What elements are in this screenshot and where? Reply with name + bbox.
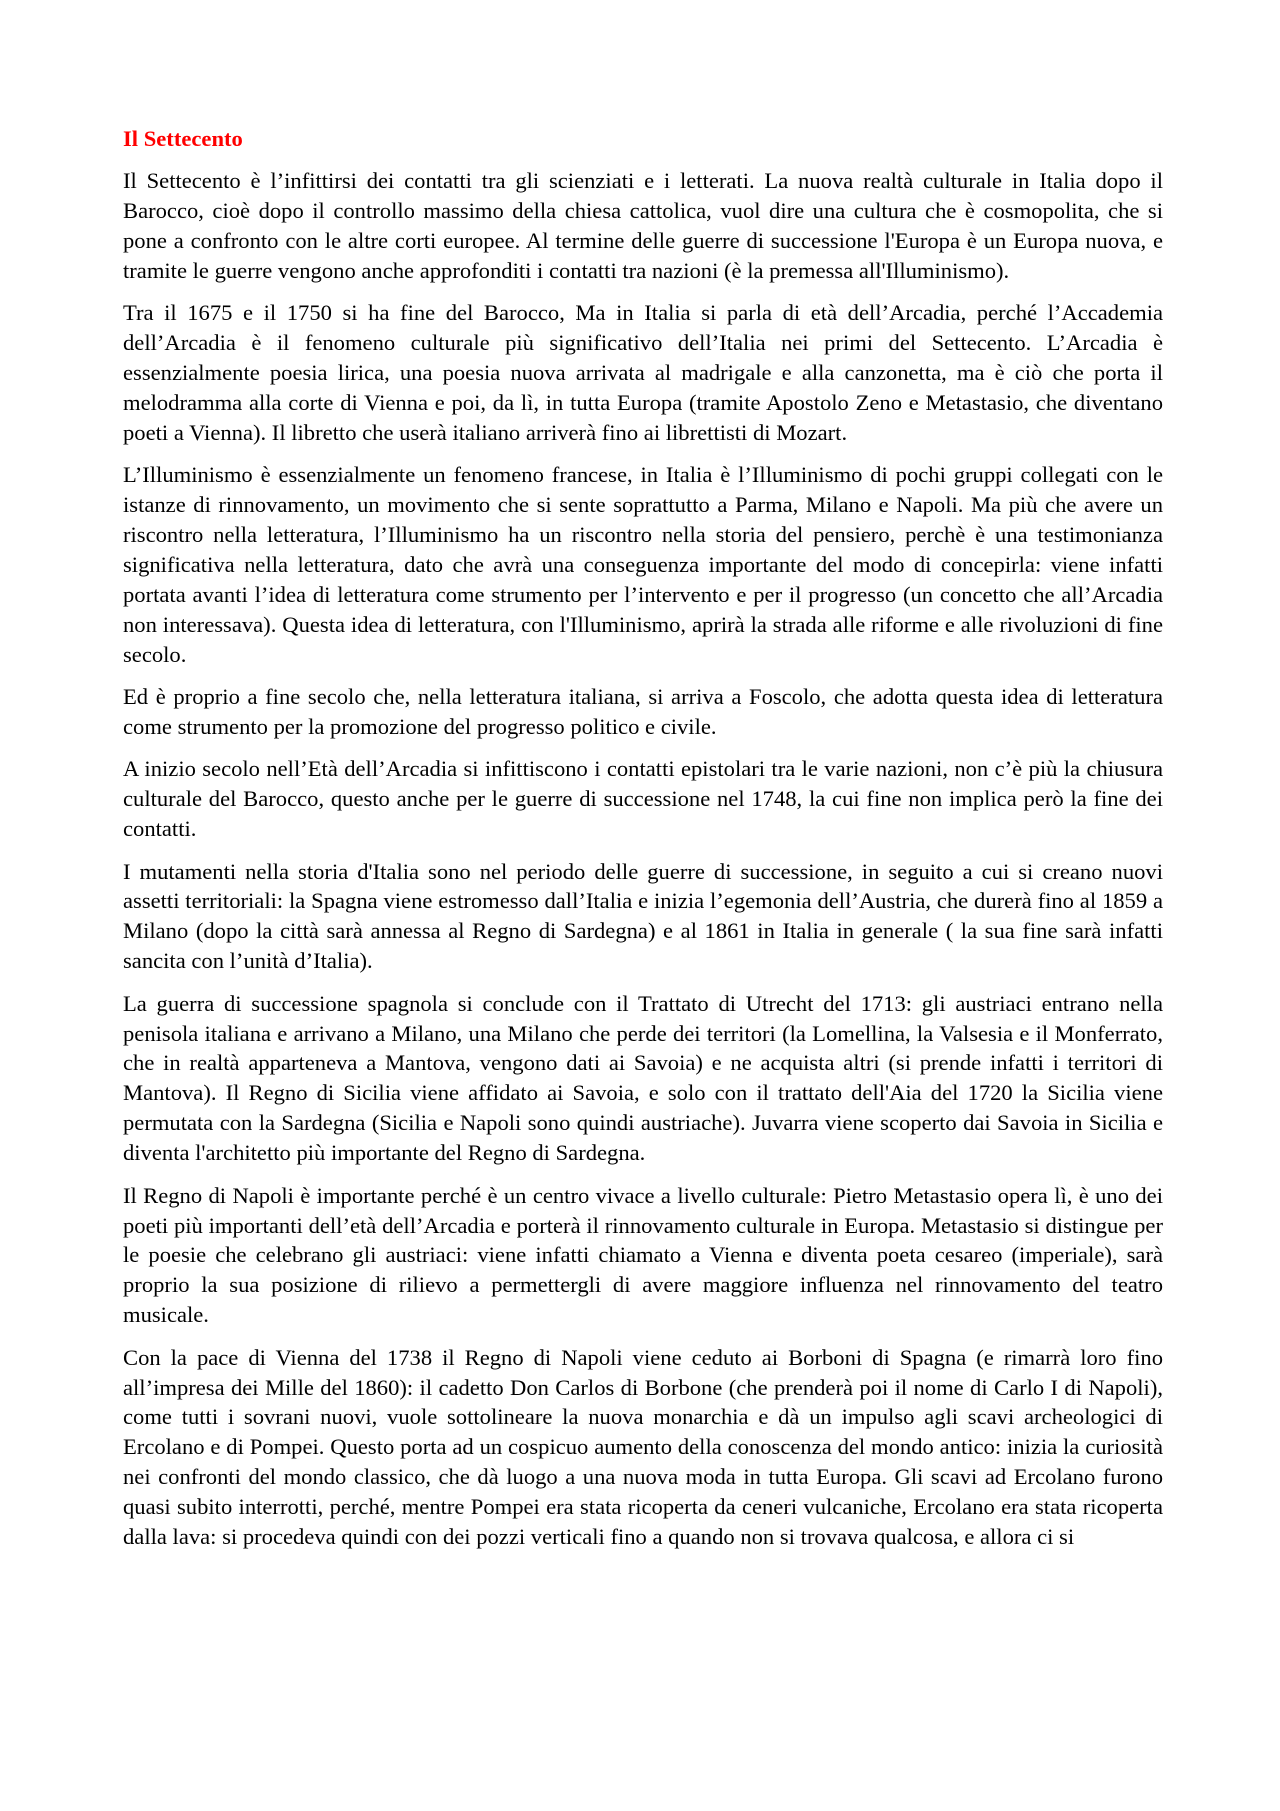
paragraph-5: A inizio secolo nell’Età dell’Arcadia si infittiscono i contatti epistolari tra le varie nazioni, non c’è più la chiusura culturale del Barocco, questo anche per le guerre di successione nel 1748, la cui fine non implica però la fine dei contatti. (123, 756, 1163, 842)
paragraph-6: I mutamenti nella storia d'Italia sono nel periodo delle guerre di successione, in seguito a cui si creano nuovi assetti territoriali: la Spagna viene estromesso dall’Italia e inizia l’egemonia dell’Austria, che durerà fino al 1859 a Milano (dopo la città sarà annessa al Regno di Sardegna) e al 1861 in Italia in generale ( la sua fine sarà infatti sancita con l’unità d’Italia). (123, 858, 1163, 974)
paragraph-3: L’Illuminismo è essenzialmente un fenomeno francese, in Italia è l’Illuminismo di pochi gruppi collegati con le istanze di rinnovamento, un movimento che si sente soprattutto a Parma, Milano e Napoli. Ma più che avere un riscontro nella letteratura, l’Illuminismo ha un riscontro nella storia del pensiero, perchè è una testimonianza significativa nella letteratura, dato che avrà una conseguenza importante del modo di concepirla: viene infatti portata avanti l’idea di letteratura come strumento per l’intervento e per il progresso (un concetto che all’Arcadia non interessava). Questa idea di letteratura, con l'Illuminismo, aprirà la strada alle riforme e alle rivoluzioni di fine secolo. (123, 462, 1163, 667)
paragraph-7: La guerra di successione spagnola si conclude con il Trattato di Utrecht del 1713: gli austriaci entrano nella penisola italiana e arrivano a Milano, una Milano che perde dei territori (la Lomellina, la Valsesia e il Monferrato, che in realtà apparteneva a Mantova, vengono dati ai Savoia) e ne acquista altri (si prende infatti i territori di Mantova). Il Regno di Sicilia viene affidato ai Savoia, e solo con il trattato dell'Aia del 1720 la Sicilia viene permutata con la Sardegna (Sicilia e Napoli sono quindi austriache). Juvarra viene scoperto dai Savoia in Sicilia e diventa l'architetto più importante del Regno di Sardegna. (123, 990, 1163, 1166)
paragraph-4: Ed è proprio a fine secolo che, nella letteratura italiana, si arriva a Foscolo, che adotta questa idea di letteratura come strumento per la promozione del progresso politico e civile. (123, 684, 1163, 739)
document-page (123, 124, 1163, 1564)
paragraph-1: Il Settecento è l’infittirsi dei contatti tra gli scienziati e i letterati. La nuova realtà culturale in Italia dopo il Barocco, cioè dopo il controllo massimo della chiesa cattolica, vuol dire una cultura che è cosmopolita, che si pone a confronto con le altre corti europee. Al termine delle guerre di successione l'Europa è un Europa nuova, e tramite le guerre vengono anche approfonditi i contatti tra nazioni (è la premessa all'Illuminismo). (123, 168, 1163, 283)
section-title: Il Settecento (123, 126, 243, 151)
paragraph-8: Il Regno di Napoli è importante perché è un centro vivace a livello culturale: Pietro Metastasio opera lì, è uno dei poeti più importanti dell’età dell’Arcadia e porterà il rinnovamento culturale in Europa. Metastasio si distingue per le poesie che celebrano gli austriaci: viene infatti chiamato a Vienna e diventa poeta cesareo (imperiale), sarà proprio la sua posizione di rilievo a permettergli di avere maggiore influenza nel rinnovamento del teatro musicale. (123, 1182, 1163, 1328)
paragraph-9: Con la pace di Vienna del 1738 il Regno di Napoli viene ceduto ai Borboni di Spagna (e rimarrà loro fino all’impresa dei Mille del 1860): il cadetto Don Carlos di Borbone (che prenderà poi il nome di Carlo I di Napoli), come tutti i sovrani nuovi, vuole sottolineare la nuova monarchia e dà un impulso agli scavi archeologici di Ercolano e di Pompei. Questo porta ad un cospicuo aumento della conoscenza del mondo antico: inizia la curiosità nei confronti del mondo classico, che dà luogo a una nuova moda in tutta Europa. Gli scavi ad Ercolano furono quasi subito interrotti, perché, mentre Pompei era stata ricoperta da ceneri vulcaniche, Ercolano era stata ricoperta dalla lava: si procedeva quindi con dei pozzi verticali fino a quando non si trovava qualcosa, e allora ci si (123, 1344, 1163, 1550)
paragraph-2: Tra il 1675 e il 1750 si ha fine del Barocco, Ma in Italia si parla di età dell’Arcadia, perché l’Accademia dell’Arcadia è il fenomeno culturale più significativo dell’Italia nei primi del Settecento. L’Arcadia è essenzialmente poesia lirica, una poesia nuova arrivata al madrigale e alla canzonetta, ma è ciò che porta il melodramma alla corte di Vienna e poi, da lì, in tutta Europa (tramite Apostolo Zeno e Metastasio, che diventano poeti a Vienna). Il libretto che userà italiano arriverà fino ai librettisti di Mozart. (123, 300, 1163, 445)
